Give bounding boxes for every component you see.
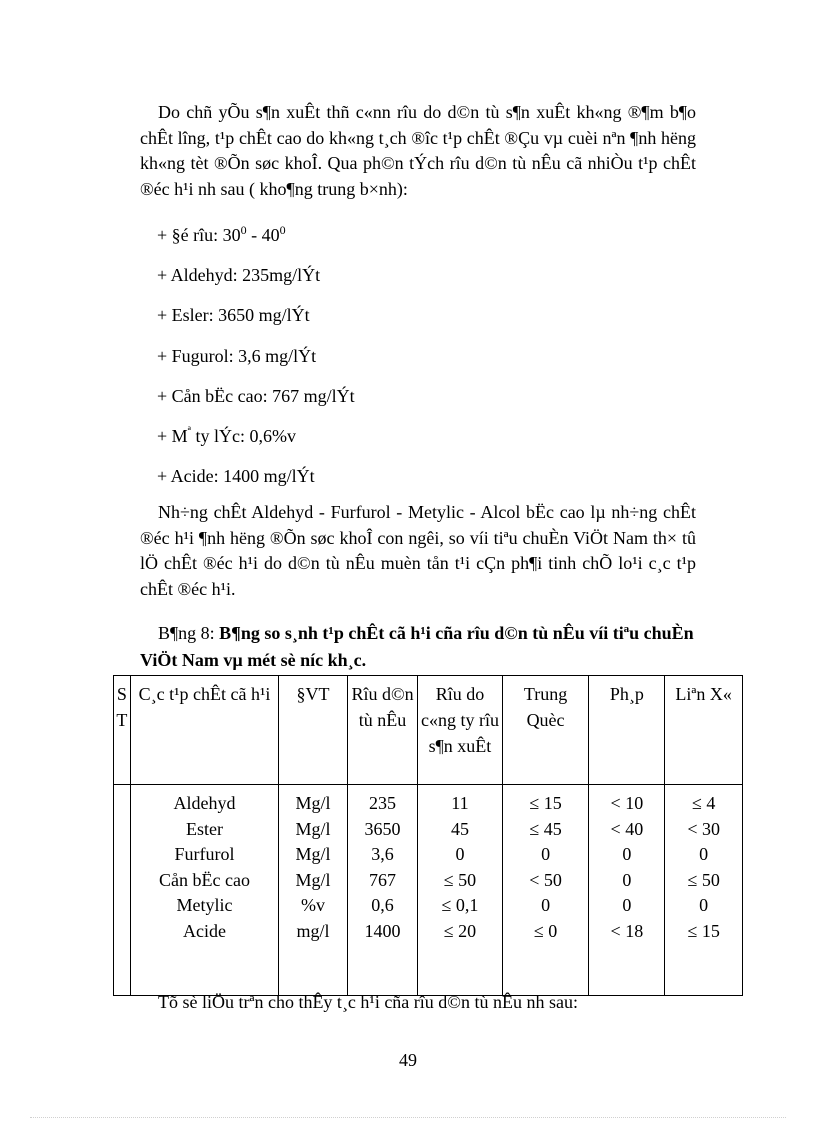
ussr-cell: ≤ 4 < 30 0 ≤ 50 0 ≤ 15 bbox=[665, 785, 743, 996]
table-caption: B¶ng 8: B¶ng so s¸nh t¹p chÊt cã h¹i cña rîu d©n tù nÊu víi tiªu chuÈn ViÖt Nam vµ mét sè níc kh¸c. bbox=[140, 623, 694, 670]
intro-paragraph: Do chñ yÕu s¶n xuÊt thñ c«nn rîu do d©n tù s¶n xuÊt kh«ng ®¶m b¶o chÊt lîng, t¹p chÊt cao do kh«ng t¸ch ®îc t¹p chÊt ®Çu vµ cuèi nªn ¶nh hëng kh«ng tèt ®Õn søc khoÎ. Qua ph©n tÝch rîu d©n tù nÊu cã nhiÒu t¹p chÊt ®éc h¹i nh sau ( kho¶ng trung b×nh): bbox=[140, 102, 696, 199]
header-unit: §VT bbox=[279, 676, 348, 785]
header-company: Rîu do c«ng ty rîu s¶n xuÊt bbox=[418, 676, 502, 785]
france-cell: < 10 < 40 0 0 0 < 18 bbox=[589, 785, 665, 996]
list-item: + Aldehyd: 235mg/lÝt bbox=[157, 265, 321, 286]
china-cell: ≤ 15 ≤ 45 0 < 50 0 ≤ 0 bbox=[502, 785, 589, 996]
list-item: + Cån bËc cao: 767 mg/lÝt bbox=[157, 385, 355, 406]
header-stt: S T bbox=[114, 676, 131, 785]
list-item: + Fugurol: 3,6 mg/lÝt bbox=[157, 345, 317, 366]
header-ussr: Liªn X« bbox=[665, 676, 743, 785]
home-cell: 235 3650 3,6 767 0,6 1400 bbox=[347, 785, 417, 996]
impurity-list bbox=[157, 224, 355, 505]
list-item: + Esler: 3650 mg/lÝt bbox=[157, 305, 310, 326]
company-cell: 11 45 0 ≤ 50 ≤ 0,1 ≤ 20 bbox=[418, 785, 502, 996]
name-cell: Aldehyd Ester Furfurol Cån bËc cao Metylic Acide bbox=[130, 785, 279, 996]
header-home: Rîu d©n tù nÊu bbox=[347, 676, 417, 785]
stt-cell bbox=[114, 785, 131, 996]
unit-cell: Mg/l Mg/l Mg/l Mg/l %v mg/l bbox=[279, 785, 348, 996]
page-number: 49 bbox=[399, 1050, 417, 1070]
list-item: + $M^ª$ ty lÝc: 0,6%v bbox=[157, 423, 296, 446]
list-item: + §é rîu: $30^0 - 40^0$ bbox=[157, 223, 286, 245]
toxic-paragraph: Nh÷ng chÊt Aldehyd - Furfurol - Metylic - Alcol bËc cao lµ nh÷ng chÊt ®éc h¹i ¶nh hëng ®Õn søc khoÎ con ngêi, so víi tiªu chuÈn ViÖt Nam th× tû lÖ chÊt ®éc h¹i do d©n tù nÊu muèn tån t¹i cÇn ph¶i tinh chÕ lo¹i c¸c t¹p chÊt ®éc h¹i. bbox=[140, 502, 696, 599]
list-item: + Acide: 1400 mg/lÝt bbox=[157, 466, 315, 487]
conclusion-paragraph: Tõ sè liÖu trªn cho thÊy t¸c h¹i cña rîu d©n tù nÊu nh sau: bbox=[158, 992, 578, 1012]
table-header-row bbox=[114, 676, 743, 785]
header-name: C¸c t¹p chÊt cã h¹i bbox=[130, 676, 279, 785]
comparison-table bbox=[113, 675, 743, 996]
table-row bbox=[114, 785, 743, 996]
page-bottom-divider bbox=[30, 1117, 786, 1118]
header-france: Ph¸p bbox=[589, 676, 665, 785]
header-china: Trung Quèc bbox=[502, 676, 589, 785]
